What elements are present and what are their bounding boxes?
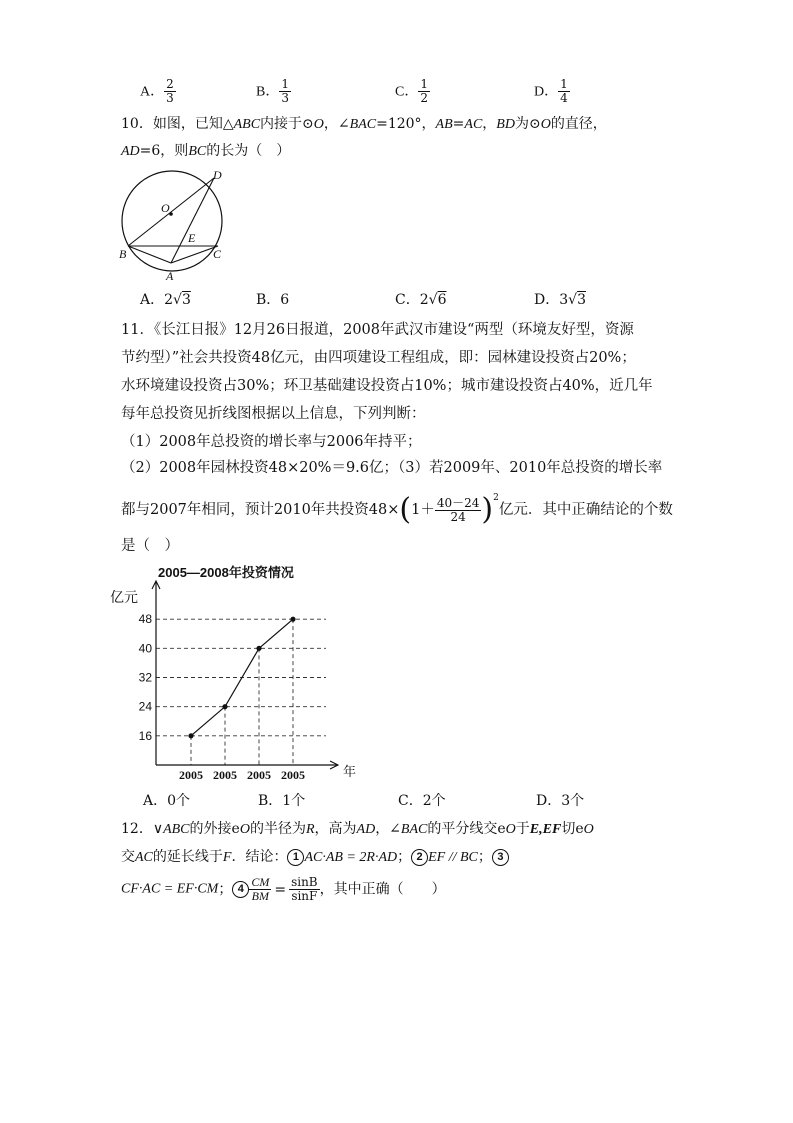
investment-line-chart [110,560,370,788]
chart-y-ticks [139,612,153,743]
q11-options [143,791,603,813]
q11-option-d: D．3个 [536,793,585,809]
circled-2: 2 [411,849,428,866]
diameter-bd [128,178,214,246]
data-point [188,733,193,738]
q9-option-a: A． $\frac{2}{3}$ [140,77,174,105]
data-point [222,704,227,709]
q11-line3: 水环境建设投资占30%；环卫基础建设投资占10%；城市建设投资占40%，近几年 [121,378,653,394]
q11-line6: （2）2008年园林投资48×20%＝9.6亿；（3）若2009年、2010年总投资的增长率 [121,460,663,476]
y-tick-label: 40 [138,641,152,656]
chart-grid [156,619,326,765]
y-tick-label: 48 [138,612,152,627]
data-point [290,617,295,622]
q11-line8: 是（ ） [121,538,179,554]
data-point [256,646,261,651]
circled-3: 3 [492,849,509,866]
q12-line2: 交AC的延长线于F．结论： 1 AC·AB = 2R·AD； 2 EF // BC； 3 [121,847,509,868]
chart-x-axis-label: 年 [343,764,357,779]
q10-circle-figure [114,166,232,286]
y-tick-label: 16 [138,728,152,743]
x-tick-label: 2005 [179,768,203,782]
q10-options [140,290,600,314]
q11-option-c: C．2个 [398,793,446,809]
chart-x-ticks [179,768,305,782]
chart-axes [152,581,338,769]
label-e: E [188,231,196,245]
center-point [169,212,173,216]
q11-option-b: B．1个 [258,793,306,809]
q12-line1: 12．∨ABC的外接eO的半径为R，高为AD，∠BAC的平分线交eO于E,EF切eO [121,821,594,837]
chart-series [188,617,295,739]
q11-line4: 每年总投资见折线图根据以上信息，下列判断： [121,406,426,422]
label-d: D [213,168,222,182]
x-tick-label: 2005 [281,768,305,782]
q9-option-c: C． $\frac{1}{2}$ [395,77,428,105]
q9-option-d: D． $\frac{1}{4}$ [534,77,568,105]
circle-o [122,171,222,271]
q11-option-a: A．0个 [143,793,191,809]
label-b: B [119,247,127,261]
y-tick-label: 24 [138,699,152,714]
q10-option-b: B．6 [256,292,290,308]
label-o: O [161,201,170,215]
circled-4: 4 [232,881,249,898]
q11-line5: （1）2008年总投资的增长率与2006年持平； [121,434,422,450]
chart-title: 2005—2008年投资情况 [158,565,294,580]
q12-line3: CF·AC = EF·CM； 4 $\frac{CM}{BM}$ = $\frac{\sin B}{\sin F}$ ，其中正确（ ） [121,875,446,903]
q11-line7: 都与2007年相同，预计2010年共投资48×(1＋ $\frac{40-24}{24}$ )$^2$亿元．其中正确结论的个数 [121,492,673,527]
q11-line2: 节约型）”社会共投资48亿元，由四项建设工程组成，即：园林建设投资占20%； [121,350,636,366]
label-c: C [213,247,222,261]
q10-option-c: C．2√6 [395,292,447,308]
chart-y-axis-label: 亿元 [110,589,138,605]
q9-options [140,70,600,106]
y-tick-label: 32 [138,670,152,685]
label-a: A [166,269,174,283]
q10-option-a: A．2√3 [140,292,191,308]
circled-1: 1 [287,849,304,866]
q11-line1: 11．《长江日报》12月26日报道，2008年武汉市建设“两型（环境友好型，资源 [121,322,634,338]
q10-option-d: D．3√3 [534,292,586,308]
x-tick-label: 2005 [213,768,237,782]
q10-line2: AD=6，则BC的长为（ ） [121,143,291,159]
q10-line1: 10．如图，已知△ABC内接于⊙O，∠BAC=120°，AB=AC，BD为⊙O的直径， [121,116,607,132]
x-tick-label: 2005 [247,768,271,782]
q9-option-b: B． $\frac{1}{3}$ [256,77,289,105]
